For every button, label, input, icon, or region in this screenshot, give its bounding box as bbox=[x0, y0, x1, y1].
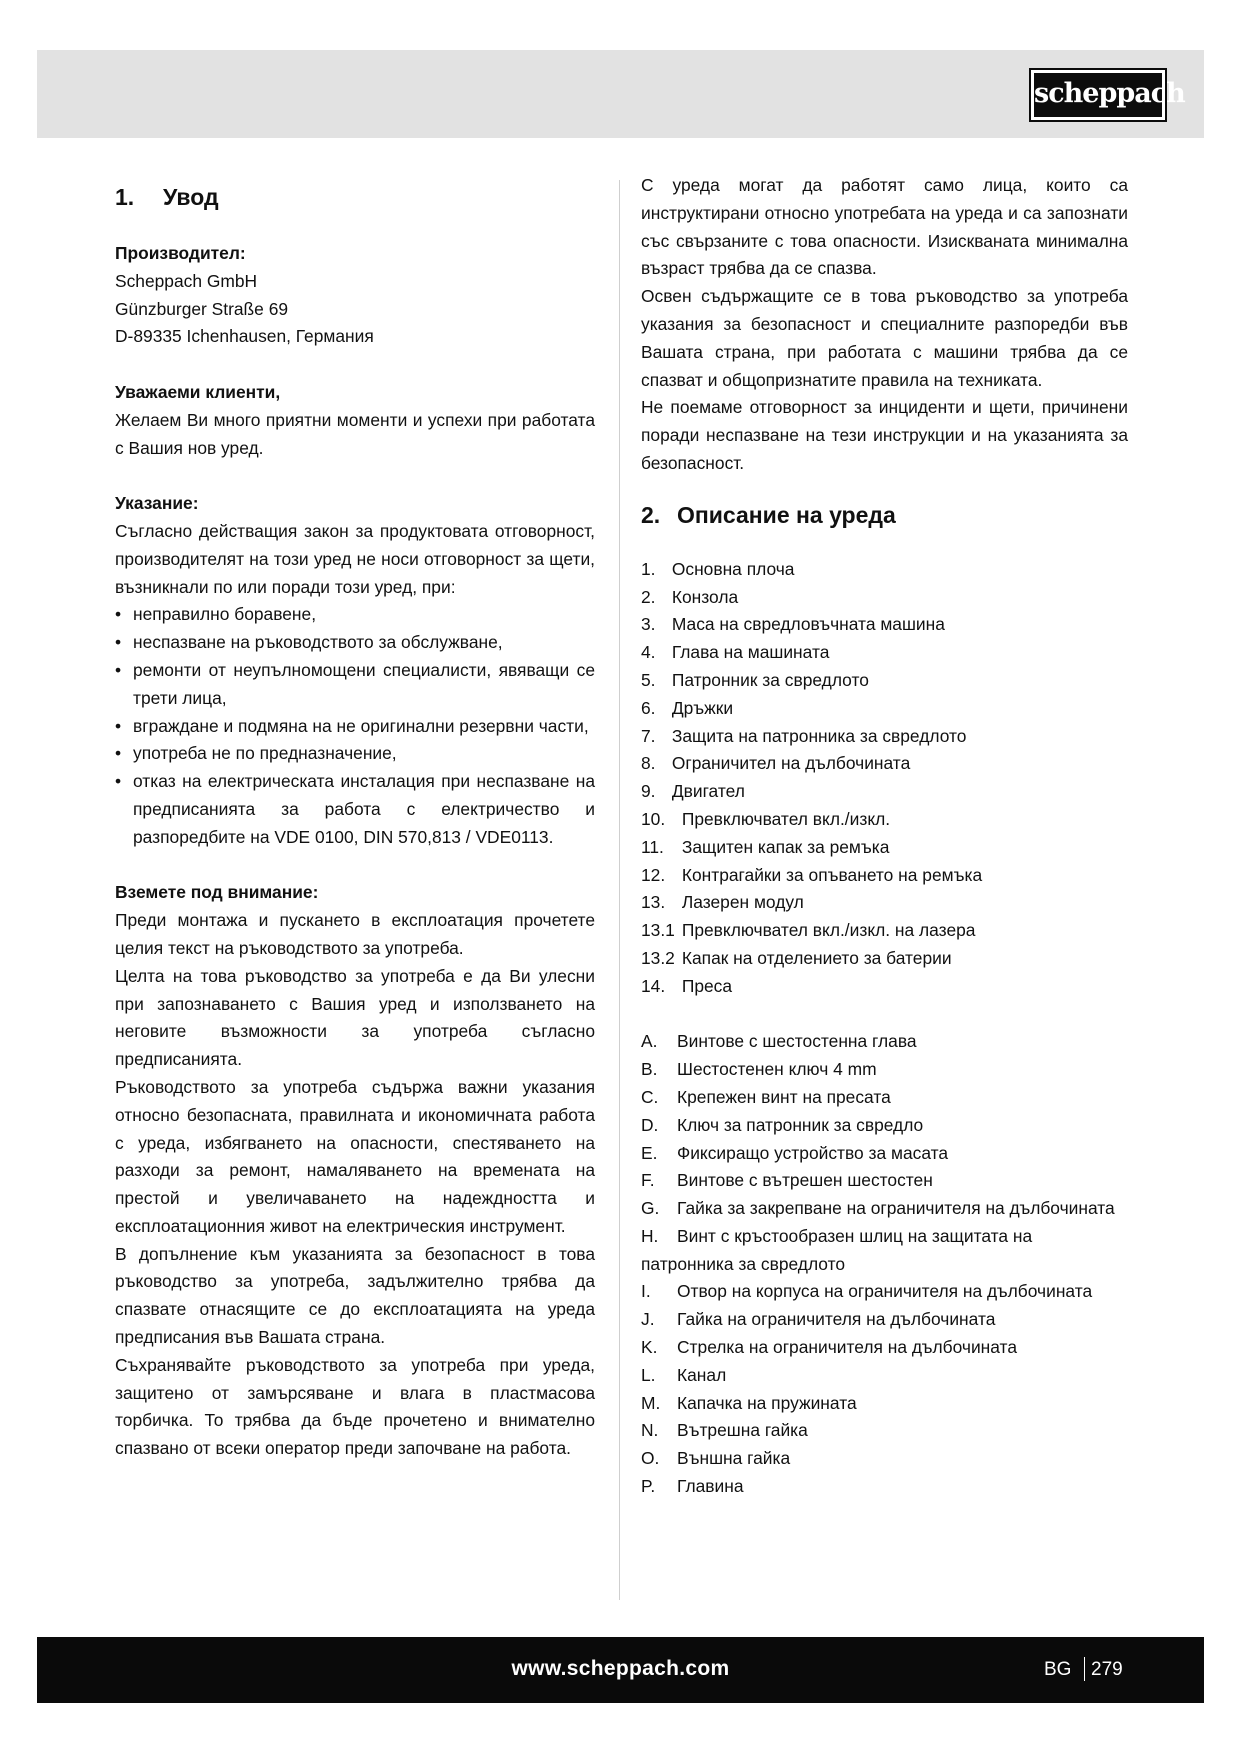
attention-paragraph: Целта на това ръководство за употреба е да Ви улесни при запознаването с Вашия уред и използването на неговите възможности за употреба съгласно предписанията. bbox=[115, 965, 595, 1070]
part-number: 10. bbox=[641, 808, 666, 829]
accessory-text: Фиксиращо устройство за масата bbox=[677, 1142, 949, 1163]
attention-block bbox=[115, 879, 595, 1463]
part-text: Капак на отделението за батерии bbox=[681, 947, 952, 968]
part-item bbox=[641, 917, 1128, 945]
customers-text: Желаем Ви много приятни моменти и успехи при работата с Вашия нов уред. bbox=[115, 409, 595, 458]
parts-list bbox=[641, 556, 1128, 1001]
part-number: 13. bbox=[641, 892, 666, 913]
part-item bbox=[641, 806, 1128, 834]
accessory-letter: N. bbox=[641, 1420, 659, 1441]
part-text: Преса bbox=[681, 975, 733, 996]
part-item bbox=[641, 750, 1128, 778]
part-item bbox=[641, 862, 1128, 890]
scheppach-logo: scheppach bbox=[1031, 70, 1165, 120]
part-text: Ограничител на дълбочината bbox=[671, 753, 911, 774]
part-number: 2. bbox=[641, 586, 656, 607]
accessory-text: Капачка на пружината bbox=[677, 1392, 857, 1413]
attention-paragraph: Ръководството за употреба съдържа важни указания относно безопасната, правилната и икономичната работа с уреда, избягването на опасности, спестяването на разходи за ремонт, намаляването на времената на престой и увеличаването на надеждността и експлоатационния живот на електрическия инструмент. bbox=[115, 1076, 595, 1236]
accessory-text: Главина bbox=[677, 1476, 744, 1497]
accessory-text: Канал bbox=[677, 1364, 727, 1385]
accessory-item bbox=[641, 1390, 1128, 1418]
part-item bbox=[641, 639, 1128, 667]
part-item bbox=[641, 611, 1128, 639]
section-1-heading bbox=[115, 182, 595, 212]
accessory-letter: J. bbox=[641, 1309, 655, 1330]
part-text: Конзола bbox=[671, 586, 739, 607]
accessory-letter: G. bbox=[641, 1198, 660, 1219]
section-2-number: 2. bbox=[641, 501, 661, 528]
accessory-item bbox=[641, 1223, 1128, 1279]
part-item bbox=[641, 695, 1128, 723]
accessory-letter: B. bbox=[641, 1059, 658, 1080]
part-number: 11. bbox=[641, 836, 664, 857]
part-item bbox=[641, 973, 1128, 1001]
accessory-letter: M. bbox=[641, 1392, 661, 1413]
part-number: 5. bbox=[641, 669, 656, 690]
page-number: 279 bbox=[1091, 1659, 1123, 1680]
accessory-item bbox=[641, 1334, 1128, 1362]
part-number: 13.2 bbox=[641, 947, 675, 968]
accessory-text: Гайка на ограничителя на дълбочината bbox=[677, 1309, 996, 1330]
liability-bullet-list bbox=[115, 601, 595, 851]
accessory-letter: P. bbox=[641, 1476, 656, 1497]
part-number: 4. bbox=[641, 642, 656, 663]
part-number: 12. bbox=[641, 864, 666, 885]
accessory-letter: F. bbox=[641, 1170, 655, 1191]
part-item bbox=[641, 667, 1128, 695]
accessory-text: Винт с кръстообразен шлиц на защитата на патронника за свредлото bbox=[641, 1225, 1033, 1274]
part-text: Дръжки bbox=[671, 697, 734, 718]
section-2-title: Описание на уреда bbox=[677, 501, 896, 528]
accessory-item bbox=[641, 1084, 1128, 1112]
bullet-item: • отказ на електрическата инсталация при неспазване на предписанията за работа с електричество и разпоредбите на VDE 0100, DIN 570,813 / VDE0113. bbox=[115, 768, 595, 851]
section-1-title: Увод bbox=[163, 184, 219, 210]
accessory-letter: D. bbox=[641, 1114, 659, 1135]
bullet-item: • употреба не по предназначение, bbox=[115, 740, 595, 768]
attention-label: Вземете под внимание: bbox=[115, 882, 319, 903]
language-code: BG bbox=[1044, 1659, 1072, 1680]
attention-paragraph: В допълнение към указанията за безопасност в това ръководство за употреба, задължително трябва да спазвате отнасящите се до експлоатацията на уреда предписания във Вашата страна. bbox=[115, 1243, 595, 1348]
note-label: Указание: bbox=[115, 493, 199, 514]
accessory-item bbox=[641, 1167, 1128, 1195]
part-text: Контрагайки за опъването на ремъка bbox=[681, 864, 983, 885]
part-text: Защитен капак за ремъка bbox=[681, 836, 890, 857]
accessory-item bbox=[641, 1473, 1128, 1501]
part-item bbox=[641, 556, 1128, 584]
part-number: 9. bbox=[641, 781, 656, 802]
accessory-letter: H. bbox=[641, 1225, 659, 1246]
accessory-letter: C. bbox=[641, 1086, 659, 1107]
accessory-item bbox=[641, 1362, 1128, 1390]
accessory-text: Винтове с шестостенна глава bbox=[677, 1031, 917, 1052]
part-item bbox=[641, 834, 1128, 862]
accessory-item bbox=[641, 1306, 1128, 1334]
accessory-item bbox=[641, 1445, 1128, 1473]
header-band bbox=[37, 50, 1204, 138]
part-item bbox=[641, 778, 1128, 806]
section-1-number: 1. bbox=[115, 184, 135, 210]
accessory-item bbox=[641, 1278, 1128, 1306]
manufacturer-block bbox=[115, 240, 595, 351]
accessory-text: Шестостенен ключ 4 mm bbox=[677, 1059, 877, 1080]
footer-band bbox=[37, 1637, 1204, 1703]
accessory-letter: I. bbox=[641, 1281, 651, 1302]
accessory-letter: O. bbox=[641, 1448, 660, 1469]
part-item bbox=[641, 723, 1128, 751]
accessory-text: Външна гайка bbox=[677, 1448, 791, 1469]
accessory-text: Гайка за закрепване на ограничителя на дълбочината bbox=[677, 1198, 1115, 1219]
footer-separator bbox=[1084, 1657, 1085, 1681]
note-text: Съгласно действащия закон за продуктовата отговорност, производителят на този уред не носи отговорност за щети, възникнали по или поради този уред, при: bbox=[115, 520, 595, 597]
website-link[interactable]: www.scheppach.com bbox=[511, 1657, 730, 1680]
part-text: Маса на свредловъчната машина bbox=[671, 614, 945, 635]
accessories-list bbox=[641, 1028, 1128, 1501]
bullet-item: • ремонти от неупълномощени специалисти, явяващи се трети лица, bbox=[115, 657, 595, 713]
bullet-item: • вграждане и подмяна на не оригинални резервни части, bbox=[115, 713, 595, 741]
attention-paragraph: Преди монтажа и пускането в експлоатация прочетете целия текст на ръководството за употреба. bbox=[115, 910, 595, 958]
part-text: Глава на машината bbox=[671, 642, 830, 663]
section-2-heading bbox=[641, 500, 1128, 530]
manufacturer-line: D-89335 Ichenhausen, Германия bbox=[115, 326, 374, 347]
part-number: 13.1 bbox=[641, 920, 675, 941]
part-text: Лазерен модул bbox=[681, 892, 804, 913]
part-number: 8. bbox=[641, 753, 656, 774]
part-number: 1. bbox=[641, 558, 656, 579]
accessory-text: Стрелка на ограничителя на дълбочината bbox=[677, 1337, 1017, 1358]
intro-paragraph: С уреда могат да работят само лица, които са инструктирани относно употребата на уреда и са запознати със свързаните с това опасности. Изискваната минимална възраст трябва да се спазва. bbox=[641, 175, 1128, 279]
part-number: 7. bbox=[641, 725, 656, 746]
accessory-item bbox=[641, 1028, 1128, 1056]
part-text: Превключвател вкл./изкл. bbox=[681, 808, 891, 829]
part-number: 6. bbox=[641, 697, 656, 718]
manufacturer-line: Günzburger Straße 69 bbox=[115, 298, 289, 319]
part-text: Защита на патронника за свредлото bbox=[671, 725, 967, 746]
part-text: Патронник за свредлото bbox=[671, 669, 869, 690]
right-column bbox=[641, 172, 1128, 1501]
accessory-letter: K. bbox=[641, 1337, 658, 1358]
part-text: Двигател bbox=[671, 781, 745, 802]
accessory-text: Крепежен винт на пресата bbox=[677, 1086, 891, 1107]
part-text: Превключвател вкл./изкл. на лазера bbox=[681, 920, 976, 941]
bullet-item: • неспазване на ръководството за обслужване, bbox=[115, 629, 595, 657]
accessory-item bbox=[641, 1195, 1128, 1223]
left-column bbox=[115, 172, 595, 1463]
manufacturer-line: Scheppach GmbH bbox=[115, 270, 258, 291]
part-item bbox=[641, 945, 1128, 973]
attention-paragraph: Съхранявайте ръководството за употреба при уреда, защитено от замърсяване и влага в пластмасова торбичка. То трябва да бъде прочетено и внимателно спазвано от всеки оператор преди започване на работа. bbox=[115, 1354, 595, 1459]
part-text: Основна плоча bbox=[671, 558, 795, 579]
note-block bbox=[115, 490, 595, 851]
accessory-item bbox=[641, 1112, 1128, 1140]
accessory-letter: E. bbox=[641, 1142, 658, 1163]
column-divider bbox=[619, 180, 620, 1600]
accessory-item bbox=[641, 1140, 1128, 1168]
accessory-item bbox=[641, 1056, 1128, 1084]
part-number: 3. bbox=[641, 614, 656, 635]
accessory-letter: L. bbox=[641, 1364, 656, 1385]
accessory-text: Вътрешна гайка bbox=[677, 1420, 808, 1441]
intro-paragraph: Не поемаме отговорност за инциденти и щети, причинени поради неспазване на тези инструкции и на указанията за безопасност. bbox=[641, 397, 1128, 473]
customers-label: Уважаеми клиенти, bbox=[115, 381, 281, 402]
bullet-item: • неправилно боравене, bbox=[115, 601, 595, 629]
customers-block bbox=[115, 379, 595, 462]
accessory-letter: A. bbox=[641, 1031, 658, 1052]
accessory-text: Ключ за патронник за свредло bbox=[677, 1114, 924, 1135]
part-item bbox=[641, 889, 1128, 917]
accessory-text: Отвор на корпуса на ограничителя на дълбочината bbox=[677, 1281, 1093, 1302]
accessory-text: Винтове с вътрешен шестостен bbox=[677, 1170, 933, 1191]
part-item bbox=[641, 584, 1128, 612]
part-number: 14. bbox=[641, 975, 666, 996]
manufacturer-label: Производител: bbox=[115, 243, 246, 263]
intro-paragraph: Освен съдържащите се в това ръководство за употреба указания за безопасност и специалните разпоредби във Вашата страна, при работата с машини трябва да се спазват и общопризнатите правила на техниката. bbox=[641, 286, 1128, 390]
accessory-item bbox=[641, 1417, 1128, 1445]
